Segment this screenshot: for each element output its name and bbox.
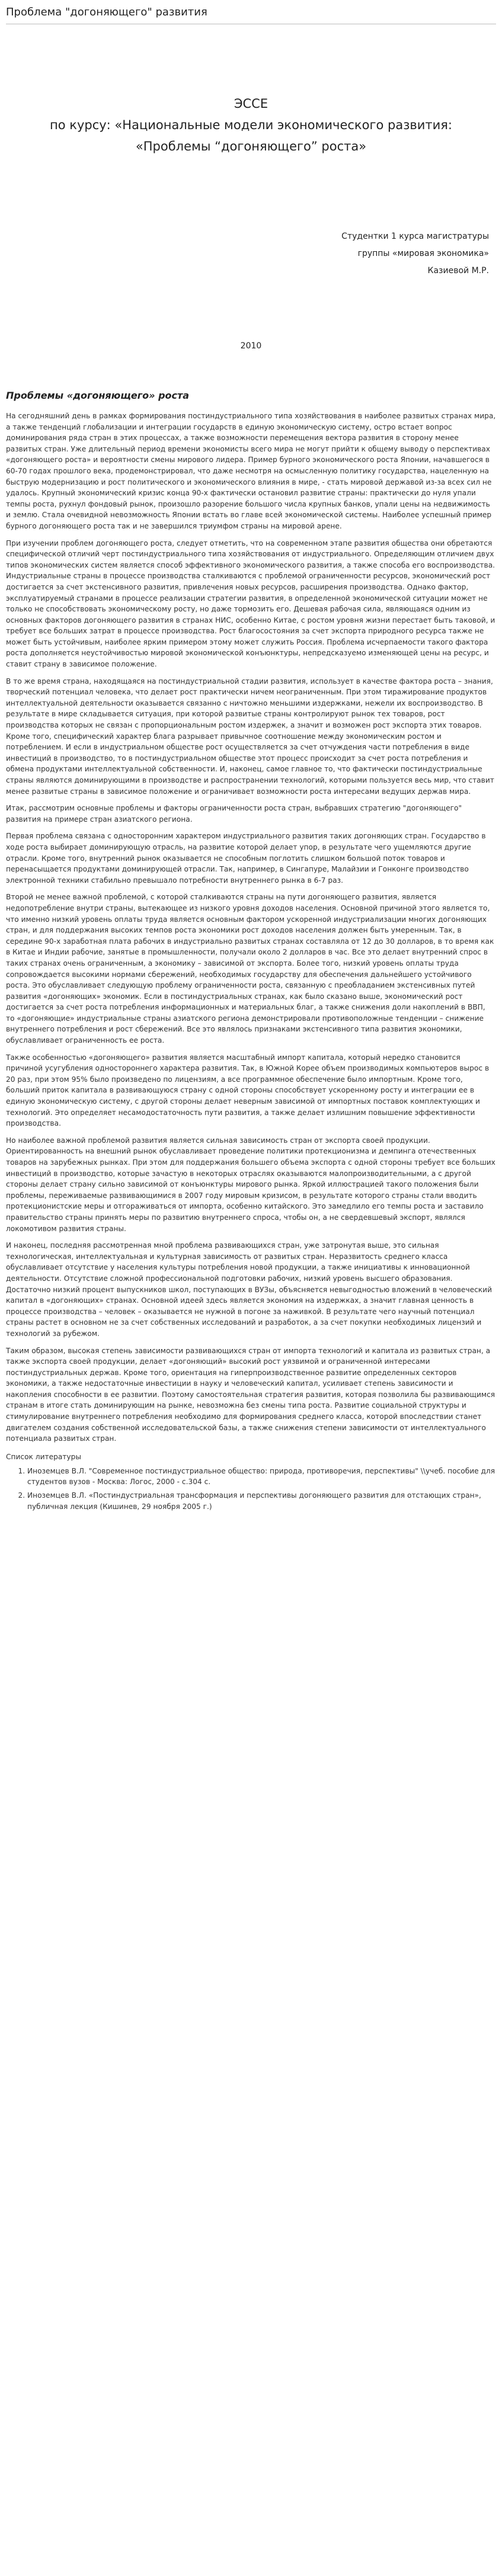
cover-line-topic: «Проблемы “догоняющего” роста» xyxy=(135,139,367,153)
essay-paragraph: Второй не менее важной проблемой, с которой сталкиваются страны на пути догоняющего развития, является недопотребление внутри страны, вытекающее из низкого уровня доходов населения. Основной причиной этого является то, что именно низкий уровень оплаты труда является основным фактором ускоренной индустриализации многих догоняющих стран, и для поддержания высоких темпов роста экономики рост доходов населения должен быть умеренным. Так, в середине 90-х заработная плата рабочих в индустриально развитых странах составляла от 12 до 30 долларов, в то время как в Китае и Индии рабочие, занятые в промышленности, получали около 2 долларов в час. Все это делает внутренний спрос в таких странах очень ограниченным, а экономику – зависимой от экспорта. Более того, низкий уровень оплаты труда сопровождается высокими нормами сбережений, необходимых государству для обеспечения дальнейшего устойчивого роста. Это обуславливает следующую проблему ограниченности роста, связанную с преобладанием экстенсивных путей развития «догоняющих» экономик. Если в постиндустриальных странах, как было сказано выше, экономический рост достигается за счет роста потребления информационных и материальных благ, а также снижения доли накоплений в ВВП, то «догоняющие» индустриальные страны азиатского региона демонстрировали противоположные тенденции – снижение внутреннего потребления и рост сбережений. Все это являлось признаками экстенсивного типа развития экономики, обуславливает ограниченность ее роста. xyxy=(6,893,494,1045)
author-line-student: Студентки 1 курса магистратуры xyxy=(341,232,489,241)
essay-paragraph: Первая проблема связана с односторонним характером индустриального развития таких догоняющих стран. Государство в ходе роста выбирает доминирующую отрасль, на развитие которой делает упор, в результате чего ущемляются другие отрасли. Кроме того, внутренний рынок оказывается не способным поглотить слишком большой поток товаров и перенасыщается продуктами доминирующей отрасли. Так, например, в Сингапуре, Малайзии и Гонконге производство электронной техники стабильно превышало потребности внутреннего рынка в 6-7 раз. xyxy=(6,832,486,885)
references-heading: Список литературы xyxy=(6,1452,81,1461)
essay-paragraph: При изучении проблем догоняющего роста, следует отметить, что на современном этапе развития общества они обретаются специфической отличий черт постиндустриального типа хозяйствования от индустриального. Определяющим отличием двух типов экономических систем является способ эффективного экономического развития, а также способа его воспроизводства. Индустриальные страны в процессе производства сталкиваются с проблемой ограниченности ресурсов, экономический рост достигается за счет экстенсивного развития, привлечения новых ресурсов, расширения производства. Однако фактор, эксплуатируемый странами в процессе реализации стратегии развития, в определенной экономической ситуации может не только не способствовать экономическому росту, но даже тормозить его. Дешевая рабочая сила, являющаяся одним из основных факторов догоняющего развития в странах НИС, особенно Китае, с ростом уровня жизни перестает быть таковой, и требует все больших затрат в процессе производства. Рост благосостояния за счет экспорта природного ресурса также не может быть устойчивым, наиболее ярким примером этому может служить Россия. Проблема исчерпаемости такого фактора роста дополняется неустойчивостью мировой экономической конъюнктуры, непредсказуемо изменяющей цены на ресурс, и ставит страну в зависимое положение. xyxy=(6,539,495,669)
essay-body xyxy=(6,411,496,1444)
essay-paragraph: И наконец, последняя рассмотренная мной проблема развивающихся стран, уже затронутая выше, это сильная технологическая, интеллектуальная и культурная зависимость от развитых стран. Неразвитость среднего класса обуславливает отсутствие у населения культуры потребления новой продукции, а также инициативы к инновационной деятельности. Отсутствие сложной профессиональной подготовки рабочих, низкий уровень высшего образования. Достаточно низкий процент выпускников школ, поступающих в ВУЗы, объясняется невыгодностью вложений в человеческий капитал в «догоняющих» странах. Основной идеей здесь является экономия на издержках, а значит главная ценность в процессе производства – человек – оказывается не нужной в погоне за наживкой. В результате чего научный потенциал страны растет в основном не за счет собственных исследований и разработок, а за счет покупки необходимых лицензий и технологий за рубежом. xyxy=(6,1241,493,1338)
cover-block xyxy=(6,93,496,157)
essay-heading: Проблемы «догоняющего» роста xyxy=(6,390,190,401)
author-block xyxy=(6,228,496,280)
essay-paragraph: Также особенностью «догоняющего» развития является масштабный импорт капитала, который нередко становится причиной усугубления одностороннего характера развития. Так, в Южной Корее объем производимых компьютеров вырос в 20 раз, при этом 95% было произведено по лицензиям, а все программное обеспечение было импортным. Кроме того, больший приток капитала в развивающуюся страну с одной стороны способствует ускоренному росту и интеграции ее в единую экономическую систему, с другой стороны делает неверным зависимой от импортных поставок комплектующих и технологий. Это определяет несамодостаточность пути развития, а также делает излишним повышение эффективности производства. xyxy=(6,1053,490,1128)
essay-paragraph: Таким образом, высокая степень зависимости развивающихся стран от импорта технологий и капитала из развитых стран, а также экспорта своей продукции, делает «догоняющий» высокий рост уязвимой и ограниченной интересами постиндустриальных держав. Кроме того, ориентация на гиперпроизводственное развитие определенных секторов экономики, а также недостаточные инвестиции в науку и человеческий капитал, усиливает степень зависимости и накопления способности в ее развитии. Поэтому самостоятельная стратегия развития, которая позволила бы развивающимся странам в итоге стать доминирующим на рынке, невозможна без смены типа роста. Развитие социальной структуры и стимулирование внутреннего потребления необходимо для формирования среднего класса, которой впоследствии станет двигателем создания собственной исследовательской базы, а также снижения степени зависимости от интеллектуального потенциала развитых стран. xyxy=(6,1346,495,1443)
essay-paragraph: В то же время страна, находящаяся на постиндустриальной стадии развития, использует в качестве фактора роста – знания, творческий потенциал человека, что делает рост практически ничем неограниченным. При этом тиражирование продуктов интеллектуальной деятельности оказывается связанно с ничтожно меньшими издержками, нежели их воспроизводство. В результате в мире складывается ситуация, при которой развитые страны контролируют рынок тех товаров, рост производства которых не связан с пропорциональным ростом издержек, а значит и возможен рост экспорта этих товаров. Кроме того, специфический характер блага разрывает привычное соотношение между экономическим ростом и потреблением. И если в индустриальном обществе рост осуществляется за счет отчуждения части потребления в виде инвестиций в производство, то в постиндустриальном обществе этот процесс происходит за счет роста потребления и обмена продуктами интеллектуальной собственности. И, наконец, самое главное то, что фактически постиндустриальные страны являются доминирующими в производстве и распространении технологий, которыми пользуется весь мир, что ставит менее развитые страны в зависимое положение и ограничивает возможности роста интересами ведущих держав мира. xyxy=(6,677,494,796)
cover-line-course: по курсу: «Национальные модели экономического развития: xyxy=(50,118,452,132)
essay-paragraph: На сегодняшний день в рамках формирования постиндустриального типа хозяйствования в наиболее развитых странах мира, а также тенденций глобализации и интеграции государств в единую экономическую систему, остро встает вопрос доминирования ряда стран в этих процессах, а также возможности перемещения вектора развития в сторону менее развитых стран. Уже длительный период времени экономисты всего мира не могут прийти к общему выводу о перспективах «догоняющего роста» и вероятности смены мирового лидера. Пример бурного экономического роста Японии, начавшегося в 60-70 годах прошлого века, продемонстрировал, что даже несмотря на осмысленную политику государства, нацеленную на быструю модернизацию и рост политического и экономического влияния в мире, - стать мировой державой из-за всех сил не удалось. Крупный экономический кризис конца 90-х фактически остановил развитие страны: практически до нуля упали темпы роста, рухнул фондовый рынок, произошло разорение большого числа крупных банков, упали цены на недвижимость и землю. Стала очевидной невозможность Японии встать во главе всей экономической системы. Наиболее успешный пример бурного догоняющего роста так и не завершился триумфом страны на мировой арене. xyxy=(6,412,496,530)
author-line-group: группы «мировая экономика» xyxy=(357,249,489,258)
year-label: 2010 xyxy=(240,341,262,351)
references-list xyxy=(6,1466,496,1512)
author-line-name: Казиевой М.Р. xyxy=(427,266,489,275)
cover-line-essay: ЭССЕ xyxy=(234,97,268,111)
essay-paragraph: Итак, рассмотрим основные проблемы и факторы ограниченности роста стран, выбравших стратегию "догоняющего" развития на примере стран азиатского региона. xyxy=(6,804,462,824)
reference-item: 2. Иноземцев В.Л. «Постиндустриальная трансформация и перспективы догоняющего развития для отстающих стран», публичная лекция (Кишинев, 29 ноября 2005 г.) xyxy=(27,1490,496,1512)
document-title: Проблема "догоняющего" развития xyxy=(6,6,207,18)
reference-item: 1. Иноземцев В.Л. "Современное постиндустриальное общество: природа, противоречия, перспективы" \\учеб. пособие для студентов вузов - Москва: Логос, 2000 - с.304 с. xyxy=(27,1466,496,1488)
essay-paragraph: Но наиболее важной проблемой развития является сильная зависимость стран от экспорта своей продукции. Ориентированность на внешний рынок обуславливает проведение политики протекционизма и демпинга отечественных товаров на зарубежных рынках. При этом для поддержания большего объема экспорта с одной стороны требует все больших инвестиций в производство, которые зачастую в некоторых отраслях оказываются малопроизводительными, а с другой стороны делает страну сильно зависимой от конъюнктуры мирового рынка. Яркой иллюстрацией такого положения были проблемы, переживаемые развивающимися в 2007 году мировым кризисом, в результате которого страны стали вводить протекционистские меры и отгораживаться от импорта, особенно китайского. Это замедлило его темпы роста и заставило правительство страны принять меры по развитию внутреннего спроса, чтобы он, а не свердевшевый экспорт, являлся локомотивом развития страны. xyxy=(6,1136,495,1233)
